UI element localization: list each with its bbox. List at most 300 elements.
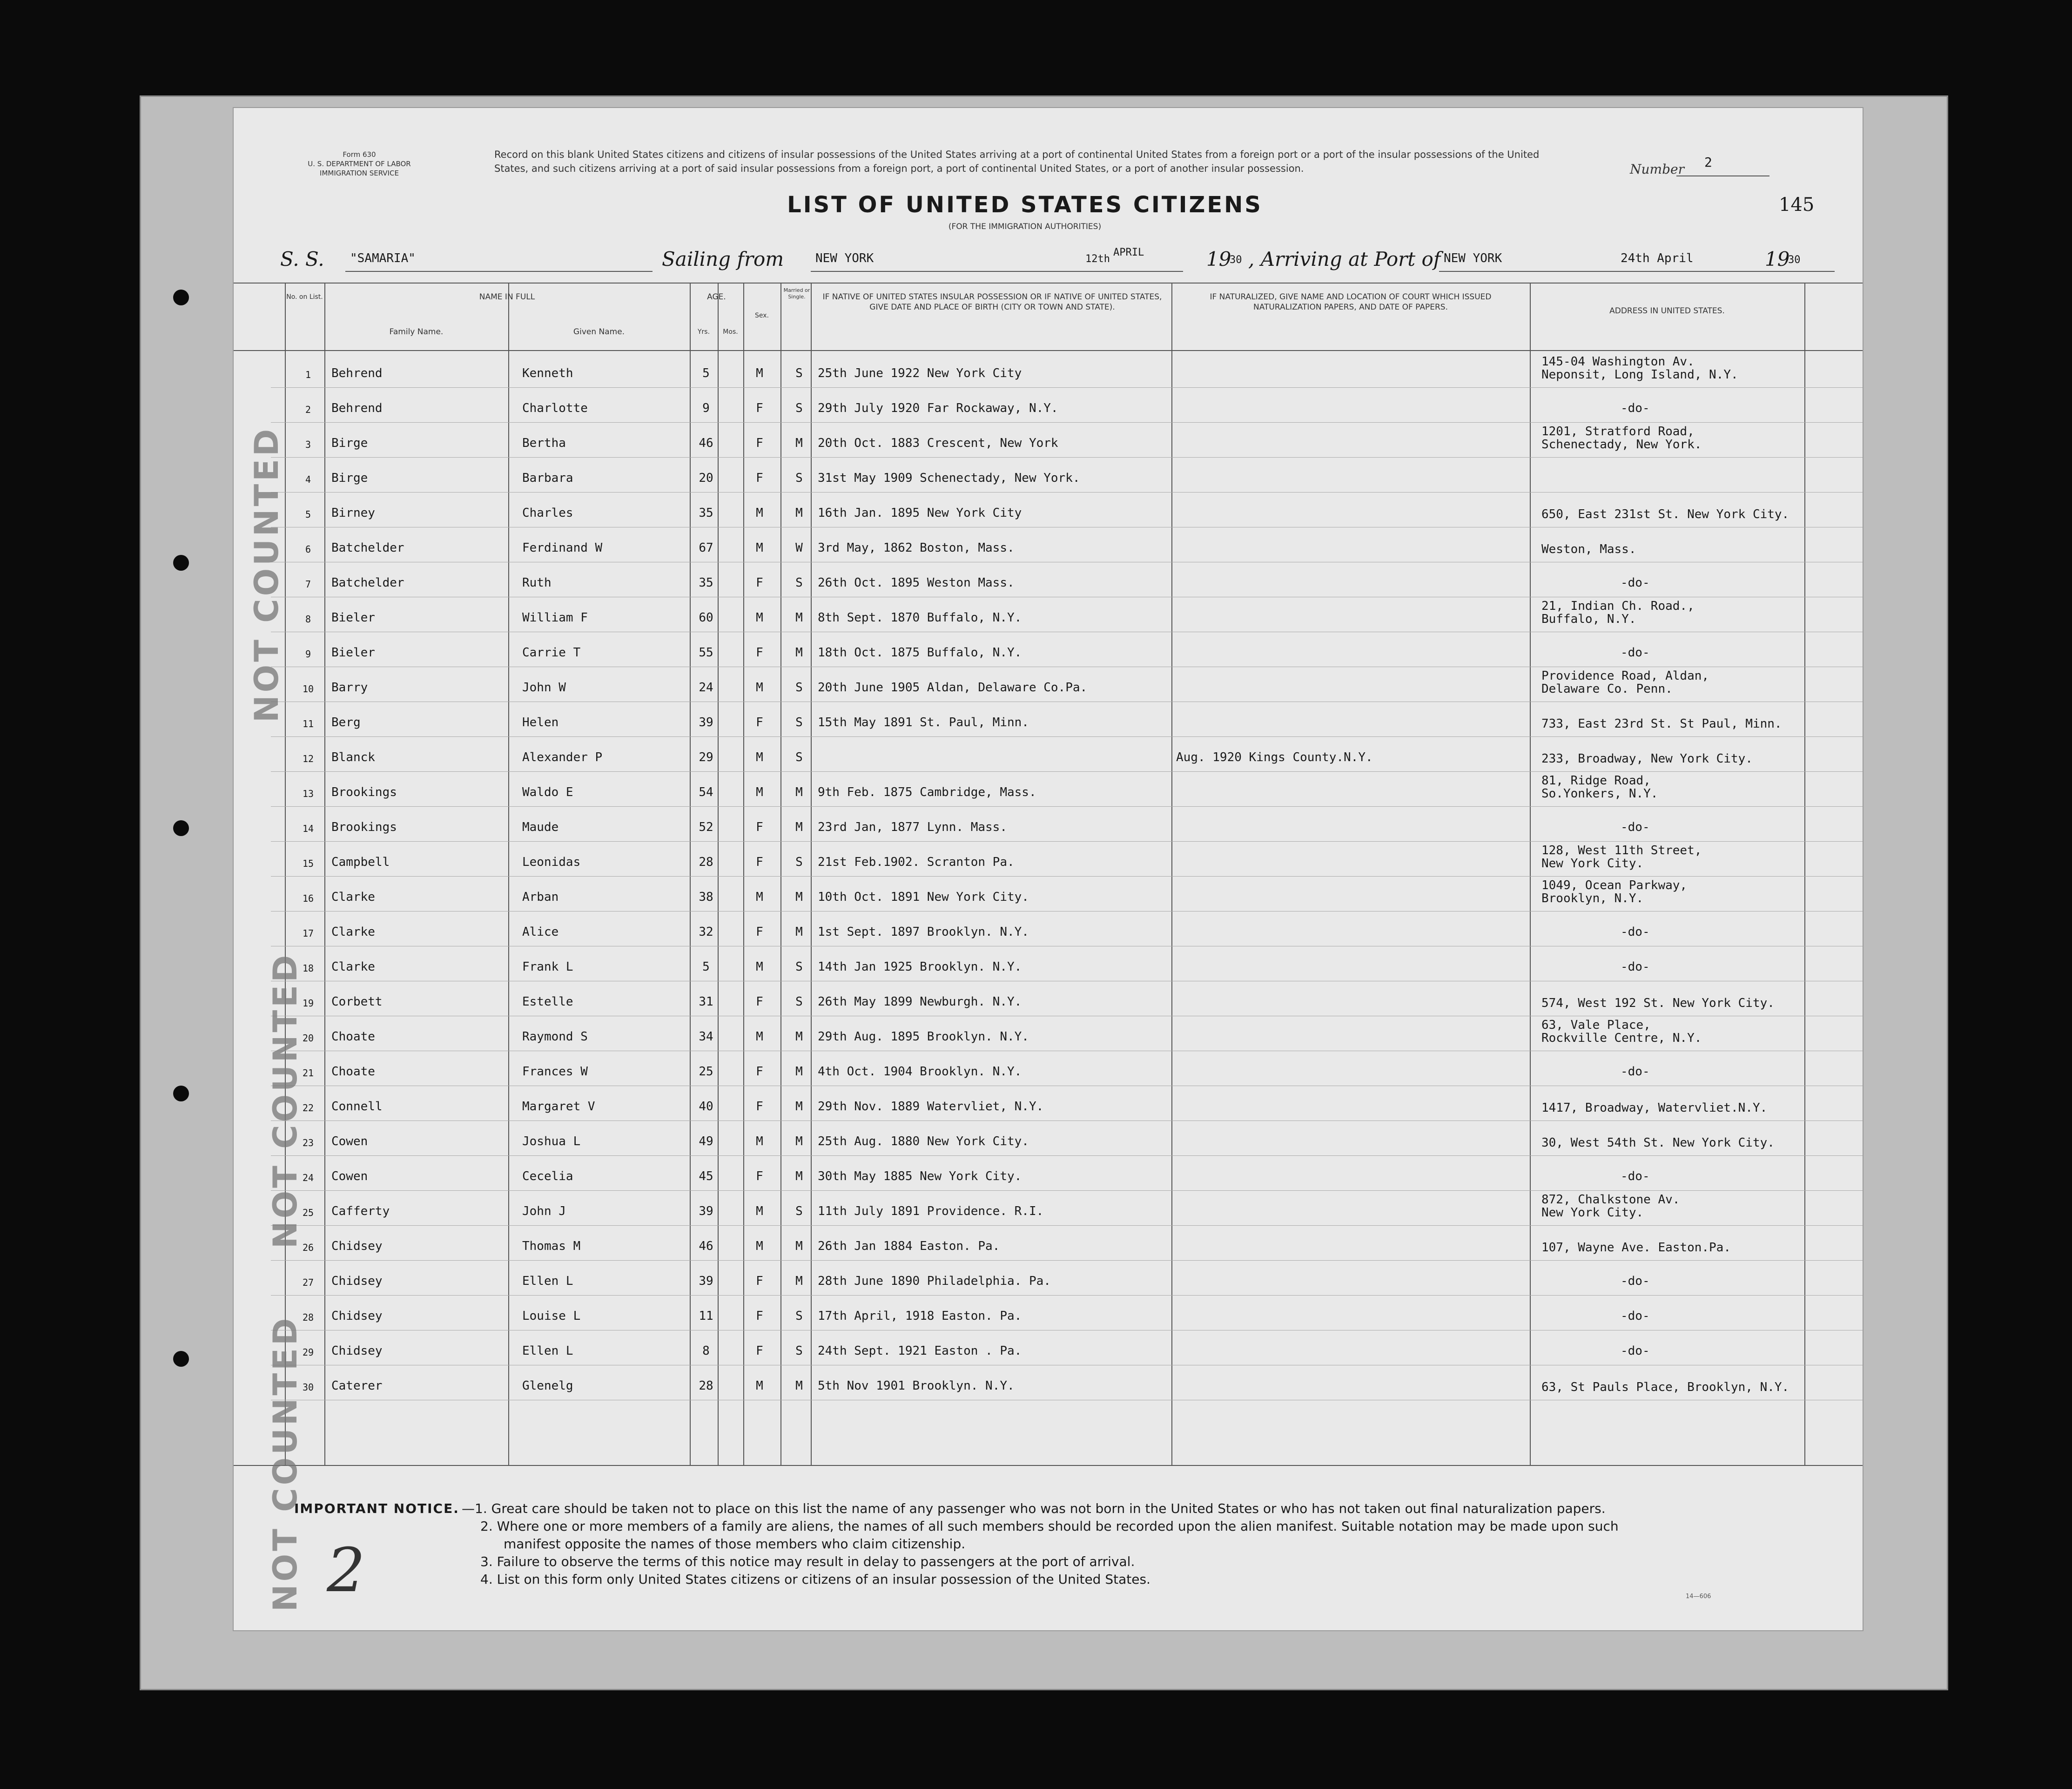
notice-item-3: 3. Failure to observe the terms of this notice may result in delay to passengers at the port of arrival.	[480, 1554, 1135, 1569]
age-years: 46	[699, 1239, 713, 1253]
sex: M	[756, 366, 763, 380]
age-years: 55	[699, 646, 713, 660]
birth-info: 30th May 1885 New York City.	[818, 1169, 1022, 1183]
address-line-1: 81, Ridge Road,	[1541, 774, 1651, 788]
row-number: 22	[302, 1102, 314, 1114]
age-years: 60	[699, 611, 713, 625]
marital-status: M	[795, 785, 803, 799]
age-years: 31	[699, 995, 713, 1009]
sex: M	[756, 506, 763, 520]
form-service: IMMIGRATION SERVICE	[320, 169, 399, 177]
sex: F	[756, 1274, 763, 1288]
table-row	[234, 1260, 1863, 1294]
marital-status: S	[795, 995, 803, 1009]
table-row	[234, 597, 1863, 630]
sex: F	[756, 716, 763, 729]
address-line-2: -do-	[1621, 401, 1650, 415]
address-line-2: Delaware Co. Penn.	[1541, 682, 1673, 696]
family-name: Barry	[331, 681, 368, 695]
birth-info: 14th Jan 1925 Brooklyn. N.Y.	[818, 960, 1022, 974]
birth-info: 18th Oct. 1875 Buffalo, N.Y.	[818, 646, 1022, 660]
given-name: Louise L	[522, 1309, 581, 1323]
given-name: Raymond S	[522, 1030, 588, 1044]
marital-status: S	[795, 855, 803, 869]
age-years: 45	[699, 1169, 713, 1183]
marital-status: M	[795, 1274, 803, 1288]
address-line-2: Schenectady, New York.	[1541, 438, 1702, 452]
family-name: Birge	[331, 471, 368, 485]
family-name: Caterer	[331, 1379, 383, 1393]
handwritten-number: 2	[327, 1535, 365, 1606]
given-name: Bertha	[522, 436, 566, 450]
address-line-2: 574, West 192 St. New York City.	[1541, 996, 1775, 1010]
sex: M	[756, 1030, 763, 1044]
family-name: Clarke	[331, 960, 375, 974]
sex: M	[756, 960, 763, 974]
table-row	[234, 981, 1863, 1014]
row-number: 17	[302, 928, 314, 939]
sex: F	[756, 1309, 763, 1323]
age-years: 29	[699, 750, 713, 764]
ship-underline	[345, 271, 653, 272]
address-line-2: Buffalo, N.Y.	[1541, 612, 1636, 626]
notice-item-2-cont: manifest opposite the names of those members who claim citizenship.	[504, 1536, 966, 1552]
age-years: 39	[699, 1274, 713, 1288]
age-years: 5	[702, 960, 710, 974]
number-value: 2	[1704, 155, 1712, 170]
marital-status: S	[795, 1344, 803, 1358]
family-name: Birge	[331, 436, 368, 450]
row-number: 21	[302, 1067, 314, 1079]
table-row	[234, 1155, 1863, 1189]
row-number: 4	[305, 474, 311, 485]
address-line-1: 1049, Ocean Parkway,	[1541, 878, 1688, 892]
age-years: 8	[702, 1344, 710, 1358]
birth-info: 15th May 1891 St. Paul, Minn.	[818, 716, 1029, 729]
row-number: 23	[302, 1137, 314, 1148]
form-department: U. S. DEPARTMENT OF LABOR	[308, 160, 411, 168]
address-line-2: -do-	[1621, 1169, 1650, 1183]
given-name: Leonidas	[522, 855, 581, 869]
family-name: Clarke	[331, 890, 375, 904]
birth-info: 9th Feb. 1875 Cambridge, Mass.	[818, 785, 1036, 799]
age-years: 34	[699, 1030, 713, 1044]
marital-status: S	[795, 750, 803, 764]
age-years: 52	[699, 820, 713, 834]
age-years: 32	[699, 925, 713, 939]
voyage-line	[280, 248, 1816, 276]
table-row	[234, 457, 1863, 491]
header-given-name: Given Name.	[573, 327, 625, 337]
sailing-month: APRIL	[1113, 247, 1144, 258]
address-line-2: 107, Wayne Ave. Easton.Pa.	[1541, 1241, 1731, 1255]
marital-status: S	[795, 401, 803, 415]
table-row	[234, 736, 1863, 770]
page-title: LIST OF UNITED STATES CITIZENS	[787, 192, 1263, 218]
birth-info: 28th June 1890 Philadelphia. Pa.	[818, 1274, 1051, 1288]
birth-info: 10th Oct. 1891 New York City.	[818, 890, 1029, 904]
marital-status: M	[795, 1030, 803, 1044]
table-row	[234, 911, 1863, 945]
marital-status: S	[795, 1204, 803, 1218]
family-name: Behrend	[331, 401, 383, 415]
given-name: Alexander P	[522, 750, 603, 764]
given-name: Charles	[522, 506, 573, 520]
manifest-page	[233, 107, 1863, 1631]
sex: F	[756, 995, 763, 1009]
family-name: Chidsey	[331, 1309, 383, 1323]
row-number: 9	[305, 648, 311, 660]
table-row	[234, 667, 1863, 700]
sex: F	[756, 401, 763, 415]
birth-info: 29th Aug. 1895 Brooklyn. N.Y.	[818, 1030, 1029, 1044]
given-name: Frances W	[522, 1065, 588, 1079]
sex: F	[756, 646, 763, 660]
table-row	[234, 632, 1863, 665]
address-line-2: -do-	[1621, 1344, 1650, 1358]
row-number: 26	[302, 1242, 314, 1253]
table-row	[234, 1051, 1863, 1084]
birth-info: 20th Oct. 1883 Crescent, New York	[818, 436, 1058, 450]
sailing-label: Sailing from	[662, 248, 784, 270]
table-row	[234, 806, 1863, 840]
row-number: 11	[302, 718, 314, 729]
naturalization-info: Aug. 1920 Kings County.N.Y.	[1176, 750, 1373, 764]
family-name: Corbett	[331, 995, 383, 1009]
table-row	[234, 1225, 1863, 1259]
family-name: Behrend	[331, 366, 383, 380]
family-name: Batchelder	[331, 541, 404, 555]
binder-hole	[173, 820, 189, 836]
sex: M	[756, 1239, 763, 1253]
table-row	[234, 702, 1863, 735]
sex: M	[756, 681, 763, 695]
table-row	[234, 1086, 1863, 1119]
address-line-2: 63, St Pauls Place, Brooklyn, N.Y.	[1541, 1380, 1789, 1394]
row-number: 29	[302, 1347, 314, 1358]
given-name: Alice	[522, 925, 559, 939]
table-header-rule	[234, 350, 1863, 351]
address-line-2: Brooklyn, N.Y.	[1541, 891, 1644, 905]
table-row	[234, 492, 1863, 526]
arriving-year: 30	[1788, 254, 1801, 266]
marital-status: M	[795, 1134, 803, 1148]
marital-status: M	[795, 925, 803, 939]
age-years: 39	[699, 1204, 713, 1218]
family-name: Birney	[331, 506, 375, 520]
age-years: 39	[699, 716, 713, 729]
address-line-2: 233, Broadway, New York City.	[1541, 752, 1753, 766]
family-name: Cowen	[331, 1134, 368, 1148]
marital-status: M	[795, 1065, 803, 1079]
age-years: 40	[699, 1100, 713, 1114]
sex: M	[756, 750, 763, 764]
address-line-2: -do-	[1621, 646, 1650, 660]
family-name: Chidsey	[331, 1344, 383, 1358]
header-sex: Sex.	[755, 312, 769, 319]
marital-status: S	[795, 960, 803, 974]
marital-status: S	[795, 1309, 803, 1323]
family-name: Blanck	[331, 750, 375, 764]
sex: M	[756, 611, 763, 625]
form-code: 14—606	[1686, 1593, 1711, 1600]
sex: F	[756, 925, 763, 939]
birth-info: 11th July 1891 Providence. R.I.	[818, 1204, 1044, 1218]
age-years: 11	[699, 1309, 713, 1323]
birth-info: 29th Nov. 1889 Watervliet, N.Y.	[818, 1100, 1044, 1114]
age-years: 28	[699, 1379, 713, 1393]
address-line-1: 63, Vale Place,	[1541, 1018, 1651, 1032]
family-name: Connell	[331, 1100, 383, 1114]
given-name: Maude	[522, 820, 559, 834]
age-years: 25	[699, 1065, 713, 1079]
table-row	[234, 1365, 1863, 1398]
table-bottom-rule	[234, 1465, 1863, 1466]
given-name: Margaret V	[522, 1100, 595, 1114]
family-name: Chidsey	[331, 1239, 383, 1253]
given-name: Glenelg	[522, 1379, 573, 1393]
table-top-rule	[234, 283, 1863, 284]
address-line-2: 1417, Broadway, Watervliet.N.Y.	[1541, 1101, 1768, 1115]
marital-status: M	[795, 506, 803, 520]
birth-info: 26th Oct. 1895 Weston Mass.	[818, 576, 1015, 590]
row-number: 6	[305, 544, 311, 555]
birth-info: 20th June 1905 Aldan, Delaware Co.Pa.	[818, 681, 1088, 695]
given-name: Waldo E	[522, 785, 573, 799]
age-years: 54	[699, 785, 713, 799]
form-number: Form 630	[343, 150, 376, 159]
address-line-2: Rockville Centre, N.Y.	[1541, 1031, 1702, 1045]
address-line-1: 128, West 11th Street,	[1541, 844, 1702, 857]
marital-status: M	[795, 611, 803, 625]
row-number: 16	[302, 893, 314, 904]
notice-item-1: —1. Great care should be taken not to place on this list the name of any passenger who was not born in the United States or who has not taken out final naturalization papers.	[462, 1501, 1606, 1516]
not-counted-stamp-top: NOT COUNTED	[248, 426, 286, 722]
address-line-2: Neponsit, Long Island, N.Y.	[1541, 368, 1738, 382]
given-name: William F	[522, 611, 588, 625]
marital-status: S	[795, 681, 803, 695]
address-line-2: New York City.	[1541, 857, 1644, 871]
table-row	[234, 562, 1863, 595]
manifest-table	[234, 283, 1863, 1572]
address-line-2: 30, West 54th St. New York City.	[1541, 1136, 1775, 1150]
address-line-2: Weston, Mass.	[1541, 542, 1636, 556]
binder-hole	[173, 1351, 189, 1367]
age-years: 67	[699, 541, 713, 555]
given-name: Joshua L	[522, 1134, 581, 1148]
sailing-underline	[811, 271, 1183, 272]
marital-status: W	[795, 541, 803, 555]
age-years: 5	[702, 366, 710, 380]
family-name: Clarke	[331, 925, 375, 939]
age-years: 9	[702, 401, 710, 415]
marital-status: S	[795, 366, 803, 380]
row-number: 5	[305, 509, 311, 520]
row-number: 20	[302, 1033, 314, 1044]
birth-info: 26th Jan 1884 Easton. Pa.	[818, 1239, 1000, 1253]
given-name: Helen	[522, 716, 559, 729]
family-name: Chidsey	[331, 1274, 383, 1288]
row-number: 24	[302, 1172, 314, 1183]
family-name: Brookings	[331, 820, 397, 834]
sex: M	[756, 1379, 763, 1393]
header-naturalized: IF NATURALIZED, GIVE NAME AND LOCATION OF COURT WHICH ISSUED NATURALIZATION PAPERS, AND DATE OF PAPERS.	[1210, 292, 1492, 312]
given-name: Ferdinand W	[522, 541, 603, 555]
form-identifier	[280, 150, 438, 178]
sex: F	[756, 820, 763, 834]
header-mos: Mos.	[723, 328, 738, 336]
address-line-2: 733, East 23rd St. St Paul, Minn.	[1541, 717, 1782, 731]
age-years: 24	[699, 681, 713, 695]
marital-status: M	[795, 646, 803, 660]
age-years: 46	[699, 436, 713, 450]
family-name: Cowen	[331, 1169, 368, 1183]
marital-status: M	[795, 820, 803, 834]
family-name: Berg	[331, 716, 361, 729]
table-row	[234, 771, 1863, 805]
given-name: Thomas M	[522, 1239, 581, 1253]
row-number: 19	[302, 998, 314, 1009]
birth-info: 25th Aug. 1880 New York City.	[818, 1134, 1029, 1148]
given-name: John J	[522, 1204, 566, 1218]
birth-info: 23rd Jan, 1877 Lynn. Mass.	[818, 820, 1007, 834]
birth-info: 5th Nov 1901 Brooklyn. N.Y.	[818, 1379, 1015, 1393]
sex: F	[756, 1100, 763, 1114]
header-married: Married or Single.	[783, 287, 810, 300]
sex: M	[756, 1204, 763, 1218]
sailing-day: 12th	[1085, 253, 1110, 265]
row-number: 25	[302, 1207, 314, 1218]
birth-info: 3rd May, 1862 Boston, Mass.	[818, 541, 1015, 555]
family-name: Choate	[331, 1030, 375, 1044]
row-number: 7	[305, 579, 311, 590]
notice-title: IMPORTANT NOTICE.	[294, 1501, 459, 1516]
given-name: Frank L	[522, 960, 573, 974]
age-years: 35	[699, 506, 713, 520]
row-number: 12	[302, 753, 314, 764]
address-line-2: -do-	[1621, 576, 1650, 590]
row-number: 28	[302, 1312, 314, 1323]
marital-status: M	[795, 436, 803, 450]
header-age: AGE.	[707, 292, 726, 302]
row-number: 1	[305, 369, 311, 380]
birth-info: 1st Sept. 1897 Brooklyn. N.Y.	[818, 925, 1029, 939]
table-row	[234, 1016, 1863, 1049]
given-name: Cecelia	[522, 1169, 573, 1183]
address-line-2: New York City.	[1541, 1206, 1644, 1220]
family-name: Campbell	[331, 855, 390, 869]
table-row	[234, 946, 1863, 979]
birth-info: 25th June 1922 New York City	[818, 366, 1022, 380]
address-line-2: So.Yonkers, N.Y.	[1541, 787, 1658, 801]
sex: F	[756, 471, 763, 485]
table-row	[234, 422, 1863, 456]
address-line-1: 21, Indian Ch. Road.,	[1541, 599, 1695, 613]
notice-item-2: 2. Where one or more members of a family are aliens, the names of all such members should be recorded upon the alien manifest. Suitable notation may be made upon such	[480, 1519, 1619, 1534]
arriving-year-prefix: 19	[1765, 248, 1790, 270]
sex: F	[756, 1344, 763, 1358]
birth-info: 26th May 1899 Newburgh. N.Y.	[818, 995, 1022, 1009]
not-counted-stamp-middle: NOT COUNTED	[266, 952, 304, 1249]
sex: M	[756, 541, 763, 555]
birth-info: 31st May 1909 Schenectady, New York.	[818, 471, 1080, 485]
family-name: Brookings	[331, 785, 397, 799]
row-number: 8	[305, 614, 311, 625]
given-name: Carrie T	[522, 646, 581, 660]
given-name: Ellen L	[522, 1344, 573, 1358]
header-family-name: Family Name.	[389, 327, 444, 337]
record-instructions: Record on this blank United States citizens and citizens of insular possessions of the United States arriving at a port of continental United States from a foreign port or a port of the insular possessions of the United States, and such citizens arriving at a port of said insular possessions from a foreign port, a port of continental United States, or a port of another insular possession.	[494, 149, 1540, 174]
row-number: 27	[302, 1277, 314, 1288]
sex: M	[756, 1134, 763, 1148]
arriving-label: , Arriving at Port of	[1248, 248, 1441, 270]
given-name: Ellen L	[522, 1274, 573, 1288]
binder-hole	[173, 1086, 189, 1101]
table-row	[234, 352, 1863, 386]
birth-info: 17th April, 1918 Easton. Pa.	[818, 1309, 1022, 1323]
table-row	[234, 1330, 1863, 1364]
address-line-2: -do-	[1621, 1274, 1650, 1288]
sex: F	[756, 855, 763, 869]
marital-status: M	[795, 1379, 803, 1393]
marital-status: M	[795, 1239, 803, 1253]
given-name: Kenneth	[522, 366, 573, 380]
age-years: 28	[699, 855, 713, 869]
sailing-year-prefix: 19	[1206, 248, 1231, 270]
sailing-year: 30	[1230, 254, 1242, 266]
table-row	[234, 876, 1863, 910]
family-name: Bieler	[331, 611, 375, 625]
marital-status: S	[795, 471, 803, 485]
row-number: 10	[302, 683, 314, 695]
given-name: Barbara	[522, 471, 573, 485]
given-name: Arban	[522, 890, 559, 904]
header-name-in-full: NAME IN FULL	[479, 292, 535, 302]
sex: F	[756, 1065, 763, 1079]
page-subtitle: (FOR THE IMMIGRATION AUTHORITIES)	[948, 222, 1102, 231]
sex: M	[756, 785, 763, 799]
ship-name: "SAMARIA"	[350, 251, 416, 265]
not-counted-stamp-bottom: NOT COUNTED	[266, 1315, 304, 1612]
given-name: John W	[522, 681, 566, 695]
arriving-port: NEW YORK	[1444, 251, 1502, 265]
arriving-date: 24th April	[1621, 251, 1694, 265]
family-name: Bieler	[331, 646, 375, 660]
sex: F	[756, 576, 763, 590]
row-number: 30	[302, 1382, 314, 1393]
header-address: ADDRESS IN UNITED STATES.	[1609, 306, 1725, 316]
birth-info: 21st Feb.1902. Scranton Pa.	[818, 855, 1015, 869]
row-number: 2	[305, 404, 311, 415]
birth-info: 29th July 1920 Far Rockaway, N.Y.	[818, 401, 1058, 415]
birth-info: 24th Sept. 1921 Easton . Pa.	[818, 1344, 1022, 1358]
row-number: 18	[302, 963, 314, 974]
header-yrs: Yrs.	[697, 328, 710, 336]
address-line-1: Providence Road, Aldan,	[1541, 669, 1709, 683]
age-years: 20	[699, 471, 713, 485]
header-no: No. on List.	[286, 293, 323, 301]
binder-hole	[173, 290, 189, 305]
table-row	[234, 387, 1863, 421]
address-line-2: -do-	[1621, 820, 1650, 834]
number-label: Number	[1630, 162, 1684, 177]
marital-status: S	[795, 716, 803, 729]
sex: F	[756, 436, 763, 450]
age-years: 38	[699, 890, 713, 904]
header-birth: IF NATIVE OF UNITED STATES INSULAR POSSESSION OR IF NATIVE OF UNITED STATES, GIVE DATE AND PLACE OF BIRTH (CITY OR TOWN AND STATE).	[822, 292, 1162, 312]
address-line-2: -do-	[1621, 1065, 1650, 1079]
sailing-port: NEW YORK	[815, 251, 874, 265]
